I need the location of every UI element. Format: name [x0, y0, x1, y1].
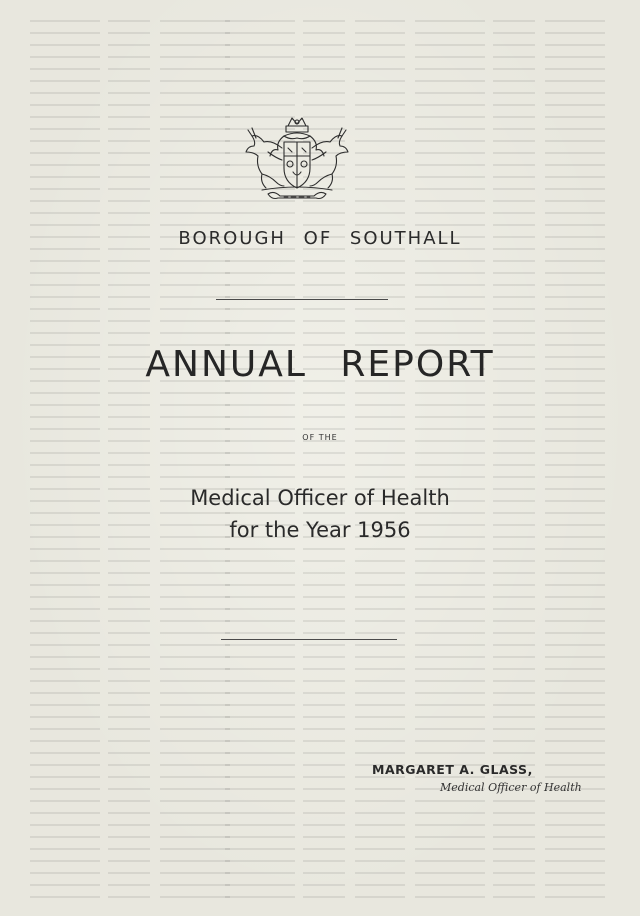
- borough-title: BOROUGH OF SOUTHALL: [178, 228, 462, 249]
- author-name: MARGARET A. GLASS,: [372, 762, 533, 777]
- report-subtitle: [0, 482, 640, 546]
- divider-rule-top: [216, 299, 388, 300]
- divider-rule-bottom: [221, 639, 397, 640]
- bleed-through-text-left: [30, 20, 230, 900]
- author-role: Medical Officer of Health: [440, 781, 582, 794]
- report-title: ANNUAL REPORT: [145, 344, 495, 385]
- of-the-label: OF THE: [302, 433, 338, 442]
- coat-of-arms-icon: [238, 112, 356, 210]
- subtitle-line-2: for the Year 1956: [229, 518, 411, 542]
- subtitle-line-1: Medical Officer of Health: [190, 486, 450, 510]
